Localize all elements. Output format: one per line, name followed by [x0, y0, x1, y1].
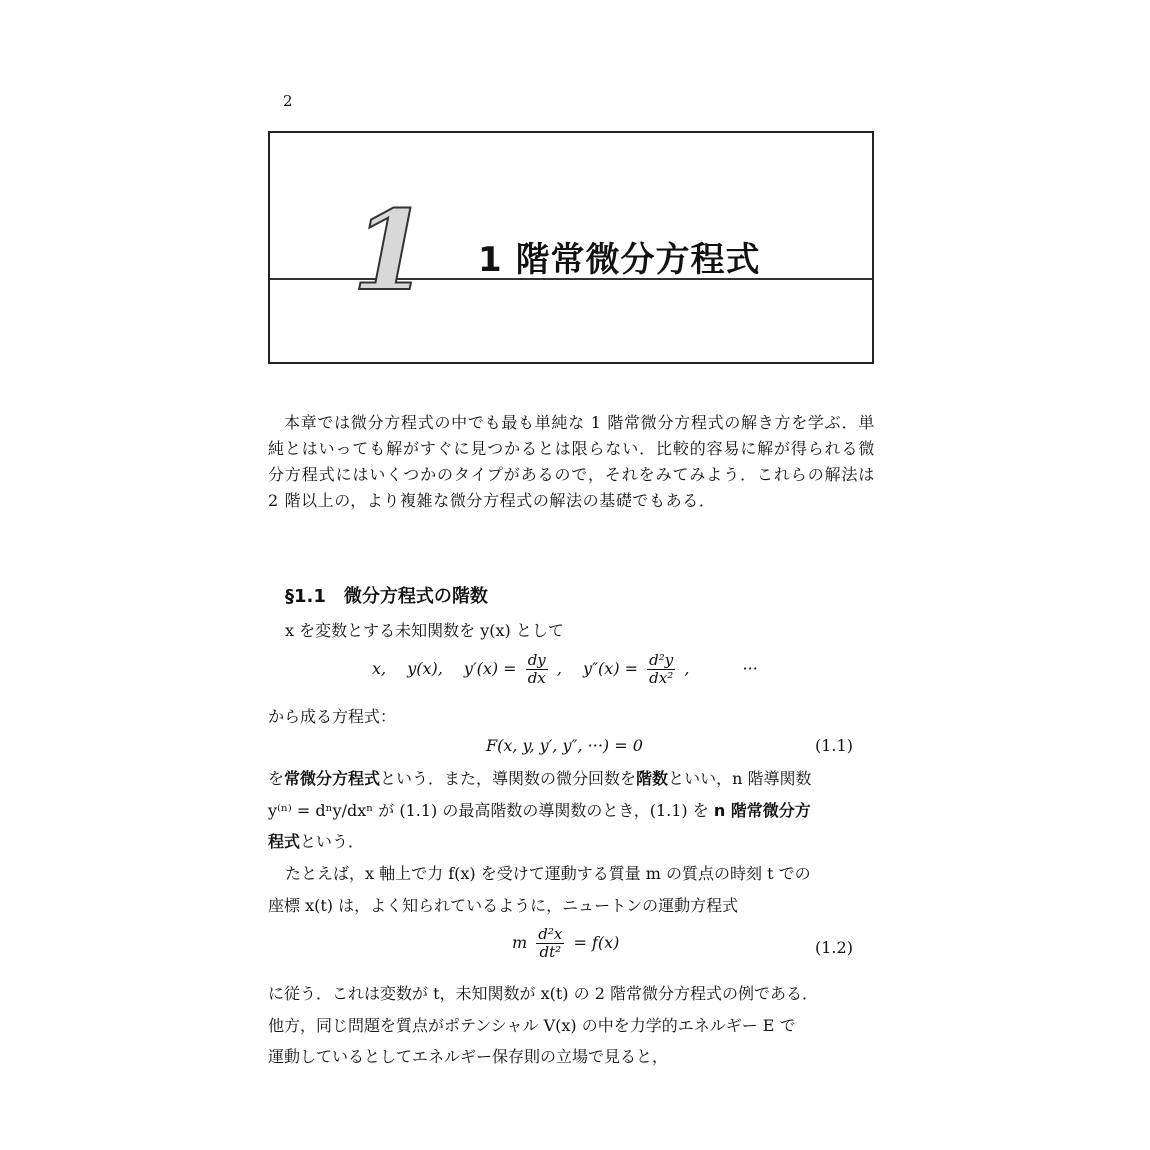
- fraction-dy-dx: [526, 652, 548, 687]
- frac-denominator: dx²: [649, 669, 674, 687]
- text: を: [268, 769, 285, 788]
- text: という．また，導関数の微分回数を: [380, 769, 637, 788]
- eq-vars-part2: , y″(x) =: [556, 659, 639, 678]
- intro-paragraph: 本章では微分方程式の中でも最も単純な 1 階常微分方程式の解き方を学ぶ．単純とはいっても解がすぐに見つかるとは限らない．比較的容易に解が得られる微分方程式にはいくつかのタイプがあるので，それをみてみよう．これらの解法は 2 階以上の，より複雑な微分方程式の解法の基礎でもある．: [268, 413, 875, 510]
- term-ode: 常微分方程式: [284, 769, 381, 788]
- text: という．: [300, 832, 365, 851]
- eq2-rhs: = f(x): [573, 933, 620, 952]
- section-title: §1.1 微分方程式の階数: [285, 586, 488, 607]
- body-line-7: 座標 x(t) は，よく知られているように，ニュートンの運動方程式: [268, 896, 739, 915]
- equation-1-1-label: (1.1): [815, 736, 853, 755]
- equation-1-1: F(x, y, y′, y″, ···) = 0: [486, 736, 643, 755]
- body-line-2: から成る方程式：: [268, 707, 397, 726]
- fraction-d2x-dt2: [536, 926, 564, 961]
- body-line-6: たとえば，x 軸上で力 f(x) を受けて運動する質量 m の質点の時刻 t での: [285, 864, 811, 883]
- chapter-title: 1 階常微分方程式: [478, 240, 761, 280]
- page-number: 2: [283, 92, 293, 110]
- equation-variables: [372, 652, 758, 687]
- frac-numerator: d²x: [538, 925, 563, 943]
- eq2-mass: m: [512, 933, 528, 952]
- fraction-d2y-dx2: [647, 652, 675, 687]
- equation-1-2-label: (1.2): [815, 938, 853, 957]
- term-nth-order-ode-cont: 程式: [268, 832, 301, 851]
- term-order: 階数: [636, 769, 669, 788]
- term-nth-order-ode: n 階常微分方: [713, 801, 811, 820]
- chapter-number: 1: [352, 186, 429, 315]
- text: といい，n 階導関数: [668, 769, 812, 788]
- body-line-1: x を変数とする未知関数を y(x) として: [285, 621, 564, 640]
- frac-numerator: dy: [527, 651, 546, 669]
- body-line-4: [268, 798, 811, 821]
- body-line-9: 他方，同じ問題を質点がポテンシャル V(x) の中を力学的エネルギー E で: [268, 1016, 796, 1035]
- text: y⁽ⁿ⁾ = dⁿy/dxⁿ が (1.1) の最高階数の導関数のとき，(1.1) を: [268, 801, 714, 820]
- body-line-8: に従う．これは変数が t，未知関数が x(t) の 2 階常微分方程式の例である．: [268, 984, 818, 1003]
- body-line-5: [268, 829, 364, 852]
- equation-1-2: [512, 926, 619, 961]
- frac-numerator: d²y: [649, 651, 674, 669]
- eq-vars-part1: x, y(x), y′(x) =: [372, 659, 517, 678]
- body-line-10: 運動しているとしてエネルギー保存則の立場で見ると，: [268, 1047, 669, 1066]
- frac-denominator: dt²: [539, 943, 562, 961]
- eq-vars-part3: , ···: [684, 659, 758, 678]
- body-line-3: [268, 766, 811, 789]
- frac-denominator: dx: [527, 669, 546, 687]
